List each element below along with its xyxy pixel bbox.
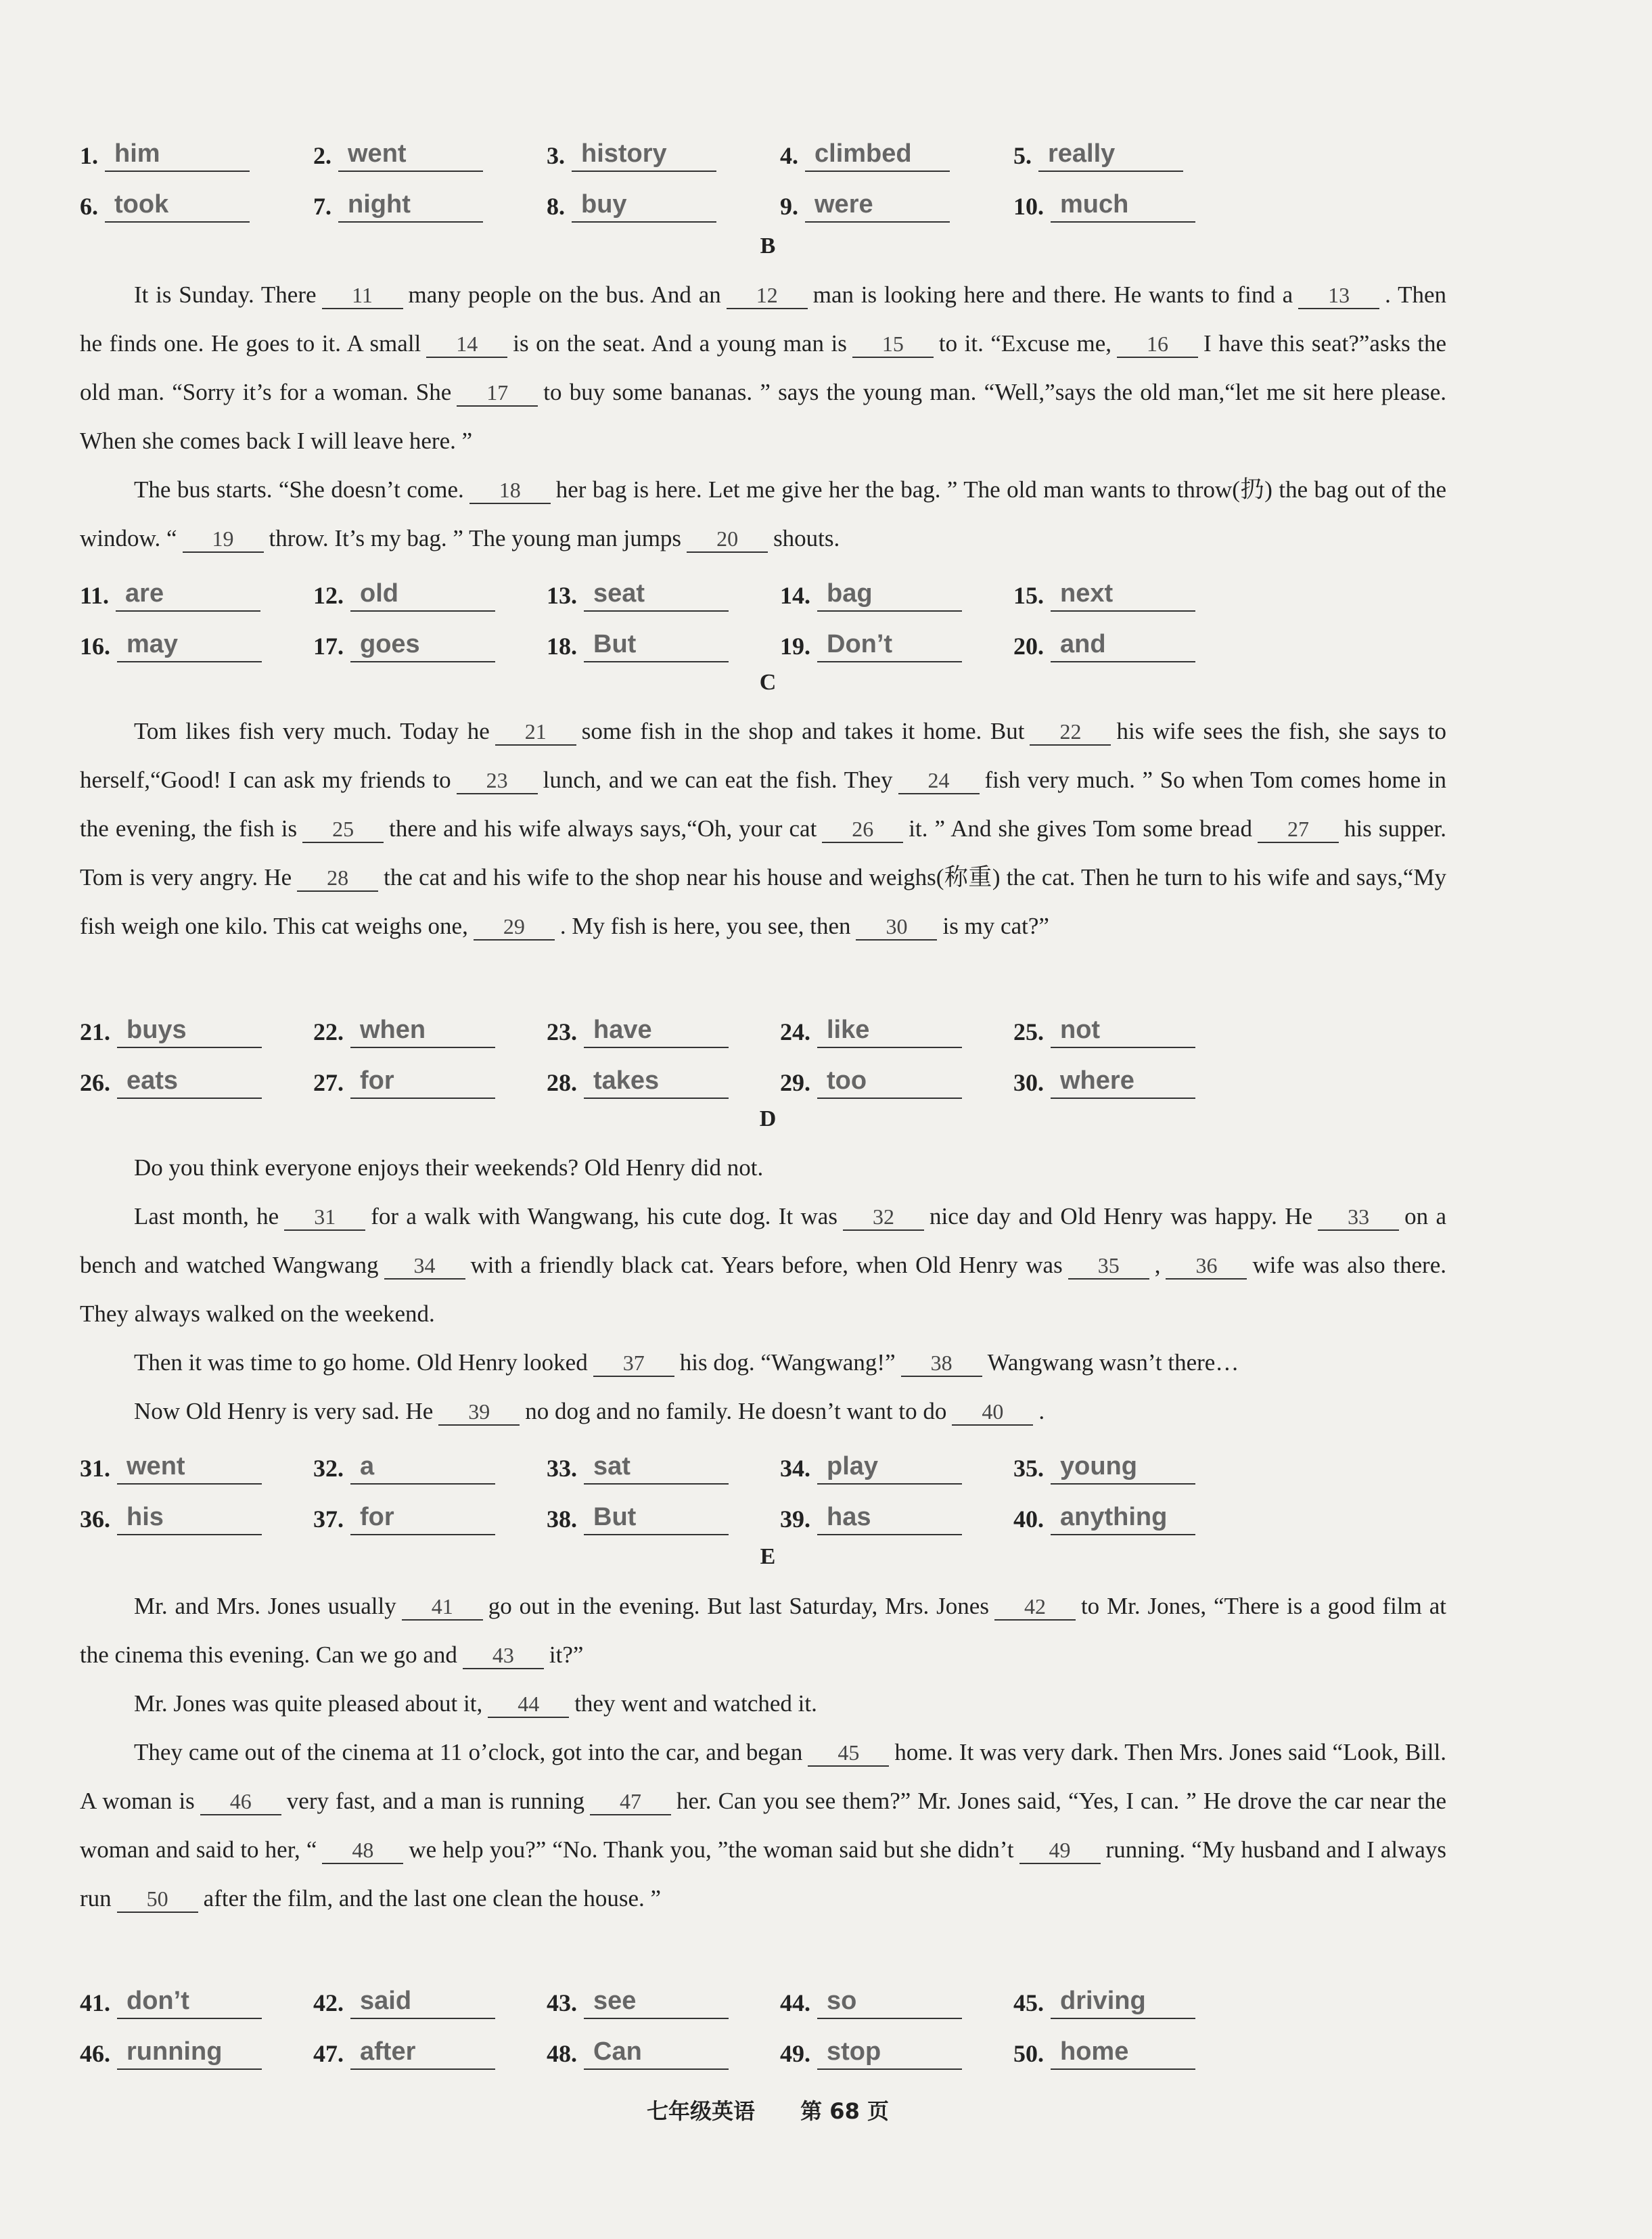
blank-number: 30 bbox=[856, 913, 937, 941]
answer-item bbox=[1013, 1485, 1195, 1535]
answer-item bbox=[547, 2020, 729, 2070]
answer-text: may bbox=[117, 630, 262, 662]
answer-number: 36. bbox=[80, 1506, 110, 1533]
passage-text: . My fish is here, you see, then bbox=[559, 913, 851, 939]
answer-number: 35. bbox=[1013, 1455, 1044, 1482]
answer-text: young bbox=[1051, 1452, 1195, 1485]
passage-text: with a friendly black cat. Years before, when Old Henry was bbox=[470, 1252, 1063, 1278]
answer-text: But bbox=[584, 1503, 729, 1535]
blank-number: 31 bbox=[284, 1204, 365, 1231]
answer-item bbox=[313, 2020, 495, 2070]
answer-text: and bbox=[1051, 630, 1195, 662]
answer-item bbox=[80, 1485, 262, 1535]
answer-item bbox=[80, 612, 262, 662]
blank-number: 13 bbox=[1298, 282, 1379, 309]
blank-number: 50 bbox=[117, 1886, 198, 1913]
blank-number: 42 bbox=[994, 1593, 1076, 1621]
answer-text: where bbox=[1051, 1066, 1195, 1099]
passage-text: The bus starts. “She doesn’t come. bbox=[134, 476, 464, 503]
answer-row bbox=[80, 612, 1433, 662]
passage-text: her. Can you see them?” Mr. Jones said, “Yes, I can. ” He drove the car near the woman and said to her, “ bbox=[80, 1788, 1446, 1863]
answer-number: 27. bbox=[313, 1069, 344, 1096]
blank-number: 45 bbox=[808, 1740, 889, 1767]
answer-text: buy bbox=[572, 190, 716, 223]
answer-text: too bbox=[817, 1066, 962, 1099]
passage-text: Wangwang wasn’t there… bbox=[987, 1349, 1239, 1376]
answer-item bbox=[313, 1969, 495, 2019]
answer-number: 46. bbox=[80, 2040, 110, 2067]
blank-number: 19 bbox=[183, 526, 264, 553]
answer-item bbox=[80, 1434, 262, 1485]
passage-text: no dog and no family. He doesn’t want to do bbox=[525, 1398, 947, 1424]
passage-c-p1 bbox=[80, 707, 1446, 951]
answer-text: has bbox=[817, 1503, 962, 1535]
passage-text: they went and watched it. bbox=[574, 1690, 817, 1717]
blank-number: 49 bbox=[1019, 1837, 1101, 1864]
passage-text: we help you?” “No. Thank you, ”the woman said but she didn’t bbox=[409, 1836, 1014, 1863]
passage-text: home. It was very dark. Then Mrs. Jones said “Look, Bill. A woman is bbox=[80, 1739, 1447, 1814]
blank-number: 24 bbox=[898, 767, 980, 794]
passage-text: Last month, he bbox=[134, 1203, 279, 1229]
answer-item bbox=[1013, 1049, 1195, 1099]
answer-text: his bbox=[117, 1503, 262, 1535]
blank-number: 21 bbox=[495, 719, 576, 746]
answer-text: climbed bbox=[805, 139, 950, 172]
answer-number: 28. bbox=[547, 1069, 577, 1096]
answer-number: 9. bbox=[780, 193, 798, 220]
answer-item bbox=[80, 173, 250, 223]
answer-text: so bbox=[817, 1987, 962, 2019]
passage-text: Mr. Jones was quite pleased about it, bbox=[134, 1690, 483, 1717]
answer-item bbox=[313, 173, 483, 223]
answer-text: for bbox=[350, 1066, 495, 1099]
blank-number: 20 bbox=[687, 526, 768, 553]
answer-number: 6. bbox=[80, 193, 98, 220]
answer-text: goes bbox=[350, 630, 495, 662]
answer-item bbox=[1013, 122, 1183, 172]
blank-number: 36 bbox=[1166, 1252, 1247, 1280]
answer-text: buys bbox=[117, 1016, 262, 1048]
passage-text: very fast, and a man is running bbox=[286, 1788, 585, 1814]
blank-number: 33 bbox=[1318, 1204, 1399, 1231]
passage-text: shouts. bbox=[773, 525, 840, 551]
blank-number: 48 bbox=[322, 1837, 403, 1864]
blank-number: 35 bbox=[1068, 1252, 1149, 1280]
blank-number: 25 bbox=[302, 816, 384, 843]
answer-text: bag bbox=[817, 579, 962, 612]
answer-number: 38. bbox=[547, 1506, 577, 1533]
passage-text: Mr. and Mrs. Jones usually bbox=[134, 1593, 396, 1619]
answer-number: 20. bbox=[1013, 633, 1044, 660]
blank-number: 32 bbox=[843, 1204, 924, 1231]
answer-number: 10. bbox=[1013, 193, 1044, 220]
passage-text: some fish in the shop and takes it home. But bbox=[581, 718, 1025, 744]
page-footer bbox=[0, 2094, 1536, 2125]
passage-b-p2 bbox=[80, 466, 1446, 563]
blank-number: 27 bbox=[1258, 816, 1339, 843]
answer-text: eats bbox=[117, 1066, 262, 1099]
answer-number: 22. bbox=[313, 1018, 344, 1045]
answer-item bbox=[1013, 173, 1195, 223]
passage-text: , bbox=[1154, 1252, 1161, 1278]
passage-text: it. ” And she gives Tom some bread bbox=[909, 815, 1252, 842]
answer-text: takes bbox=[584, 1066, 729, 1099]
answer-text: Don’t bbox=[817, 630, 962, 662]
passage-text: Tom likes fish very much. Today he bbox=[134, 718, 490, 744]
answer-number: 50. bbox=[1013, 2040, 1044, 2067]
blank-number: 14 bbox=[426, 331, 507, 358]
answer-text: have bbox=[584, 1016, 729, 1048]
answer-item bbox=[1013, 2020, 1195, 2070]
answer-text: next bbox=[1051, 579, 1195, 612]
blank-number: 15 bbox=[852, 331, 934, 358]
answer-text: went bbox=[117, 1452, 262, 1485]
passage-text: her bag is here. Let me give her the bag. ” The old man wants to throw(扔) the bag out of the window. “ bbox=[80, 476, 1446, 551]
passage-text: is on the seat. And a young man is bbox=[513, 330, 847, 357]
answer-number: 12. bbox=[313, 582, 344, 609]
answer-item bbox=[80, 998, 262, 1048]
blank-number: 23 bbox=[457, 767, 538, 794]
answer-text: But bbox=[584, 630, 729, 662]
answer-item bbox=[780, 562, 962, 612]
passage-d-p1 bbox=[80, 1144, 1446, 1192]
answer-number: 41. bbox=[80, 1989, 110, 2016]
footer-subject: 七年级英语 bbox=[647, 2098, 756, 2124]
passage-text: to it. “Excuse me, bbox=[938, 330, 1112, 357]
answer-text: are bbox=[116, 579, 260, 612]
blank-number: 38 bbox=[901, 1350, 982, 1377]
answer-item bbox=[780, 173, 950, 223]
answer-text: said bbox=[350, 1987, 495, 2019]
answer-text: a bbox=[350, 1452, 495, 1485]
answer-item bbox=[80, 2020, 262, 2070]
answer-text: see bbox=[584, 1987, 729, 2019]
answer-item bbox=[1013, 1434, 1195, 1485]
answer-number: 8. bbox=[547, 193, 565, 220]
blank-number: 44 bbox=[488, 1691, 569, 1718]
passage-text: to Mr. Jones, “There is a good film at the cinema this evening. Can we go and bbox=[80, 1593, 1447, 1668]
section-title-b: B bbox=[760, 233, 776, 258]
answer-item bbox=[547, 998, 729, 1048]
answer-number: 45. bbox=[1013, 1989, 1044, 2016]
answer-number: 5. bbox=[1013, 142, 1032, 169]
answer-row bbox=[80, 998, 1433, 1048]
passage-text: is my cat?” bbox=[942, 913, 1049, 939]
blank-number: 37 bbox=[593, 1350, 674, 1377]
answer-item bbox=[1013, 998, 1195, 1048]
passage-text: the cat and his wife to the shop near his house and weighs(称重) the cat. Then he turn to his wife and says,“My fish weigh one kilo. This cat weighs one, bbox=[80, 864, 1447, 939]
passage-text: Now Old Henry is very sad. He bbox=[134, 1398, 434, 1424]
answer-text: not bbox=[1051, 1016, 1195, 1048]
answer-text: seat bbox=[584, 579, 729, 612]
answer-item bbox=[780, 2020, 962, 2070]
blank-number: 40 bbox=[952, 1399, 1033, 1426]
passage-b-p1 bbox=[80, 271, 1446, 466]
passage-text: . Then he finds one. He goes to it. A small bbox=[80, 281, 1446, 357]
answer-number: 44. bbox=[780, 1989, 810, 2016]
answer-item bbox=[313, 562, 495, 612]
answer-item bbox=[313, 612, 495, 662]
answer-number: 37. bbox=[313, 1506, 344, 1533]
passage-text: . bbox=[1038, 1398, 1045, 1424]
passage-text: Do you think everyone enjoys their weekends? Old Henry did not. bbox=[134, 1154, 764, 1181]
blank-number: 34 bbox=[384, 1252, 465, 1280]
answer-number: 48. bbox=[547, 2040, 577, 2067]
passage-text: fish very much. ” So when Tom comes home in the evening, the fish is bbox=[80, 767, 1446, 842]
passage-text: his dog. “Wangwang!” bbox=[679, 1349, 896, 1376]
answer-text: much bbox=[1051, 190, 1195, 223]
answer-number: 16. bbox=[80, 633, 110, 660]
blank-number: 18 bbox=[469, 477, 551, 504]
passage-text: go out in the evening. But last Saturday, Mrs. Jones bbox=[488, 1593, 989, 1619]
answer-number: 15. bbox=[1013, 582, 1044, 609]
answer-row bbox=[80, 1049, 1433, 1099]
answer-text: history bbox=[572, 139, 716, 172]
blank-number: 22 bbox=[1030, 719, 1111, 746]
answer-item bbox=[547, 1049, 729, 1099]
answer-text: went bbox=[338, 139, 483, 172]
blank-number: 46 bbox=[200, 1788, 281, 1815]
answer-row bbox=[80, 1485, 1433, 1535]
blank-number: 11 bbox=[322, 282, 403, 309]
section-title-e: E bbox=[760, 1544, 776, 1569]
answer-number: 26. bbox=[80, 1069, 110, 1096]
answer-text: old bbox=[350, 579, 495, 612]
answer-text: home bbox=[1051, 2037, 1195, 2070]
answer-text: after bbox=[350, 2037, 495, 2070]
answer-number: 3. bbox=[547, 142, 565, 169]
section-title-c: C bbox=[759, 670, 777, 695]
passage-text: It is Sunday. There bbox=[134, 281, 317, 308]
answer-row bbox=[80, 562, 1433, 612]
answer-number: 47. bbox=[313, 2040, 344, 2067]
blank-number: 41 bbox=[402, 1593, 483, 1621]
answer-number: 18. bbox=[547, 633, 577, 660]
answer-item bbox=[547, 1969, 729, 2019]
answer-text: play bbox=[817, 1452, 962, 1485]
answer-item bbox=[80, 122, 250, 172]
answer-text: really bbox=[1038, 139, 1183, 172]
answer-number: 2. bbox=[313, 142, 331, 169]
answer-number: 25. bbox=[1013, 1018, 1044, 1045]
answer-text: Can bbox=[584, 2037, 729, 2070]
passage-d-p4 bbox=[80, 1387, 1446, 1436]
blank-number: 16 bbox=[1117, 331, 1198, 358]
answer-text: driving bbox=[1051, 1987, 1195, 2019]
answer-number: 24. bbox=[780, 1018, 810, 1045]
answer-row bbox=[80, 2020, 1433, 2070]
answer-number: 4. bbox=[780, 142, 798, 169]
passage-text: there and his wife always says,“Oh, your cat bbox=[389, 815, 817, 842]
answer-number: 40. bbox=[1013, 1506, 1044, 1533]
answer-item bbox=[780, 998, 962, 1048]
passage-d-p2 bbox=[80, 1192, 1446, 1338]
answer-text: night bbox=[338, 190, 483, 223]
answer-number: 42. bbox=[313, 1989, 344, 2016]
answer-item bbox=[313, 122, 483, 172]
answer-number: 7. bbox=[313, 193, 331, 220]
passage-text: for a walk with Wangwang, his cute dog. It was bbox=[371, 1203, 838, 1229]
answer-number: 31. bbox=[80, 1455, 110, 1482]
answer-number: 39. bbox=[780, 1506, 810, 1533]
answer-item bbox=[780, 1485, 962, 1535]
answer-text: sat bbox=[584, 1452, 729, 1485]
answer-row bbox=[80, 1969, 1433, 2019]
passage-text: lunch, and we can eat the fish. They bbox=[543, 767, 893, 793]
answer-item bbox=[780, 1049, 962, 1099]
answer-number: 13. bbox=[547, 582, 577, 609]
blank-number: 39 bbox=[438, 1399, 520, 1426]
answer-item bbox=[547, 612, 729, 662]
answer-text: took bbox=[105, 190, 250, 223]
answer-number: 43. bbox=[547, 1989, 577, 2016]
answer-item bbox=[80, 562, 260, 612]
passage-text: to buy some bananas. ” says the young man. “Well,”says the old man,“let me sit here please. When she comes back I will leave here. ” bbox=[80, 379, 1446, 454]
passage-text: his supper. Tom is very angry. He bbox=[80, 815, 1446, 890]
answer-row bbox=[80, 1434, 1433, 1485]
answer-text: like bbox=[817, 1016, 962, 1048]
answer-number: 33. bbox=[547, 1455, 577, 1482]
answer-number: 23. bbox=[547, 1018, 577, 1045]
blank-number: 17 bbox=[457, 380, 538, 407]
answer-item bbox=[547, 1434, 729, 1485]
passage-text: after the film, and the last one clean the house. ” bbox=[203, 1885, 662, 1912]
answer-text: running bbox=[117, 2037, 262, 2070]
answer-item bbox=[780, 122, 950, 172]
answer-item bbox=[80, 1969, 262, 2019]
passage-text: I have this seat?”asks the old man. “Sorry it’s for a woman. She bbox=[80, 330, 1446, 405]
answer-item bbox=[547, 1485, 729, 1535]
answer-text: him bbox=[105, 139, 250, 172]
answer-text: stop bbox=[817, 2037, 962, 2070]
answer-item bbox=[313, 1434, 495, 1485]
answer-text: were bbox=[805, 190, 950, 223]
passage-text: many people on the bus. And an bbox=[408, 281, 721, 308]
passage-text: it?” bbox=[549, 1642, 584, 1668]
answer-text: when bbox=[350, 1016, 495, 1048]
answer-row bbox=[80, 173, 1433, 223]
answer-number: 14. bbox=[780, 582, 810, 609]
answer-number: 1. bbox=[80, 142, 98, 169]
passage-text: man is looking here and there. He wants to find a bbox=[812, 281, 1293, 308]
answer-item bbox=[313, 998, 495, 1048]
passage-e-p1 bbox=[80, 1582, 1446, 1679]
answer-number: 34. bbox=[780, 1455, 810, 1482]
answer-item bbox=[547, 173, 716, 223]
blank-number: 28 bbox=[297, 865, 378, 892]
answer-number: 49. bbox=[780, 2040, 810, 2067]
section-title-d: D bbox=[759, 1106, 777, 1131]
answer-item bbox=[1013, 1969, 1195, 2019]
passage-text: wife was also there. They always walked on the weekend. bbox=[80, 1252, 1446, 1327]
answer-number: 29. bbox=[780, 1069, 810, 1096]
passage-text: on a bench and watched Wangwang bbox=[80, 1203, 1446, 1278]
passage-text: running. “My husband and I always run bbox=[80, 1836, 1446, 1912]
answer-item bbox=[1013, 612, 1195, 662]
answer-text: anything bbox=[1051, 1503, 1195, 1535]
answer-text: for bbox=[350, 1503, 495, 1535]
answer-item bbox=[547, 562, 729, 612]
passage-text: his wife sees the fish, she says to herself,“Good! I can ask my friends to bbox=[80, 718, 1446, 793]
answer-item bbox=[313, 1485, 495, 1535]
answer-number: 17. bbox=[313, 633, 344, 660]
answer-number: 30. bbox=[1013, 1069, 1044, 1096]
passage-text: They came out of the cinema at 11 o’clock, got into the car, and began bbox=[134, 1739, 803, 1765]
blank-number: 47 bbox=[590, 1788, 671, 1815]
answer-number: 11. bbox=[80, 582, 110, 609]
blank-number: 43 bbox=[463, 1642, 544, 1669]
blank-number: 26 bbox=[822, 816, 903, 843]
passage-text: Then it was time to go home. Old Henry looked bbox=[134, 1349, 588, 1376]
passage-d-p3 bbox=[80, 1338, 1446, 1387]
answer-item bbox=[780, 1969, 962, 2019]
answer-item bbox=[1013, 562, 1195, 612]
answer-item bbox=[313, 1049, 495, 1099]
footer-page-number: 第 68 页 bbox=[800, 2098, 889, 2124]
answer-item bbox=[547, 122, 716, 172]
answer-item bbox=[780, 612, 962, 662]
blank-number: 12 bbox=[727, 282, 808, 309]
passage-text: throw. It’s my bag. ” The young man jumps bbox=[269, 525, 682, 551]
answer-row bbox=[80, 122, 1433, 172]
blank-number: 29 bbox=[474, 913, 555, 941]
answer-number: 32. bbox=[313, 1455, 344, 1482]
answer-item bbox=[780, 1434, 962, 1485]
answer-number: 21. bbox=[80, 1018, 110, 1045]
passage-e-p3 bbox=[80, 1728, 1446, 1923]
answer-item bbox=[80, 1049, 262, 1099]
answer-text: don’t bbox=[117, 1987, 262, 2019]
answer-number: 19. bbox=[780, 633, 810, 660]
passage-e-p2 bbox=[80, 1679, 1446, 1728]
passage-text: nice day and Old Henry was happy. He bbox=[929, 1203, 1313, 1229]
